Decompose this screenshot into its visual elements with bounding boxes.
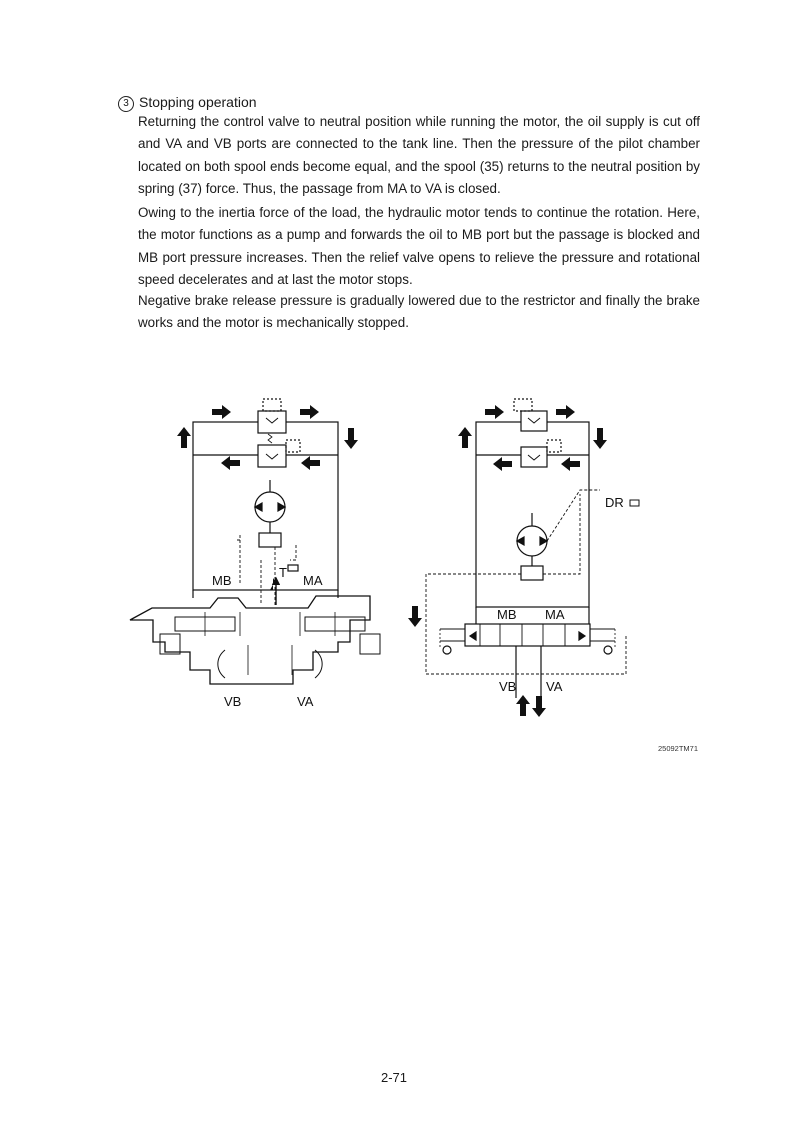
left-circuit-diagram [130, 399, 380, 684]
left-t-label: T [279, 565, 287, 580]
left-vb-label: VB [224, 694, 242, 709]
left-mb-label: MB [212, 573, 232, 588]
page-number: 2-71 [381, 1070, 408, 1085]
right-vb-label: VB [499, 679, 517, 694]
right-dr-label: DR [605, 495, 624, 510]
right-va-label: VA [546, 679, 563, 694]
tank-symbol [630, 500, 639, 506]
paragraph-1: Returning the control valve to neutral position while running the motor, the oil supply is cut off and VA and VB ports are connected to the tank line. Then the pressure of the pilot chamber located on both spool ends become equal, and the spool (35) returns to the neutral position by spring (37) force. Thus, the passage from MA to VA is closed. [138, 114, 700, 197]
figure-id: 25092TM71 [658, 744, 699, 753]
right-flow-arrows [408, 405, 607, 717]
section-title: Stopping operation [139, 94, 257, 110]
left-va-label: VA [297, 694, 314, 709]
right-ma-label: MA [545, 607, 565, 622]
left-ma-label: MA [303, 573, 323, 588]
paragraph-3: Negative brake release pressure is gradually lowered due to the restrictor and finally the brake works and the motor is mechanically stopped. [138, 293, 700, 331]
paragraph-2: Owing to the inertia force of the load, the hydraulic motor tends to continue the rotation. Here, the motor functions as a pump and forwards the oil to MB port but the passage is blocked and MB port pressure increases. Then the relief valve opens to relieve the pressure and rotational speed decelerates and at last the motor stops. [138, 205, 700, 288]
section-number: 3 [118, 96, 134, 112]
right-mb-label: MB [497, 607, 517, 622]
